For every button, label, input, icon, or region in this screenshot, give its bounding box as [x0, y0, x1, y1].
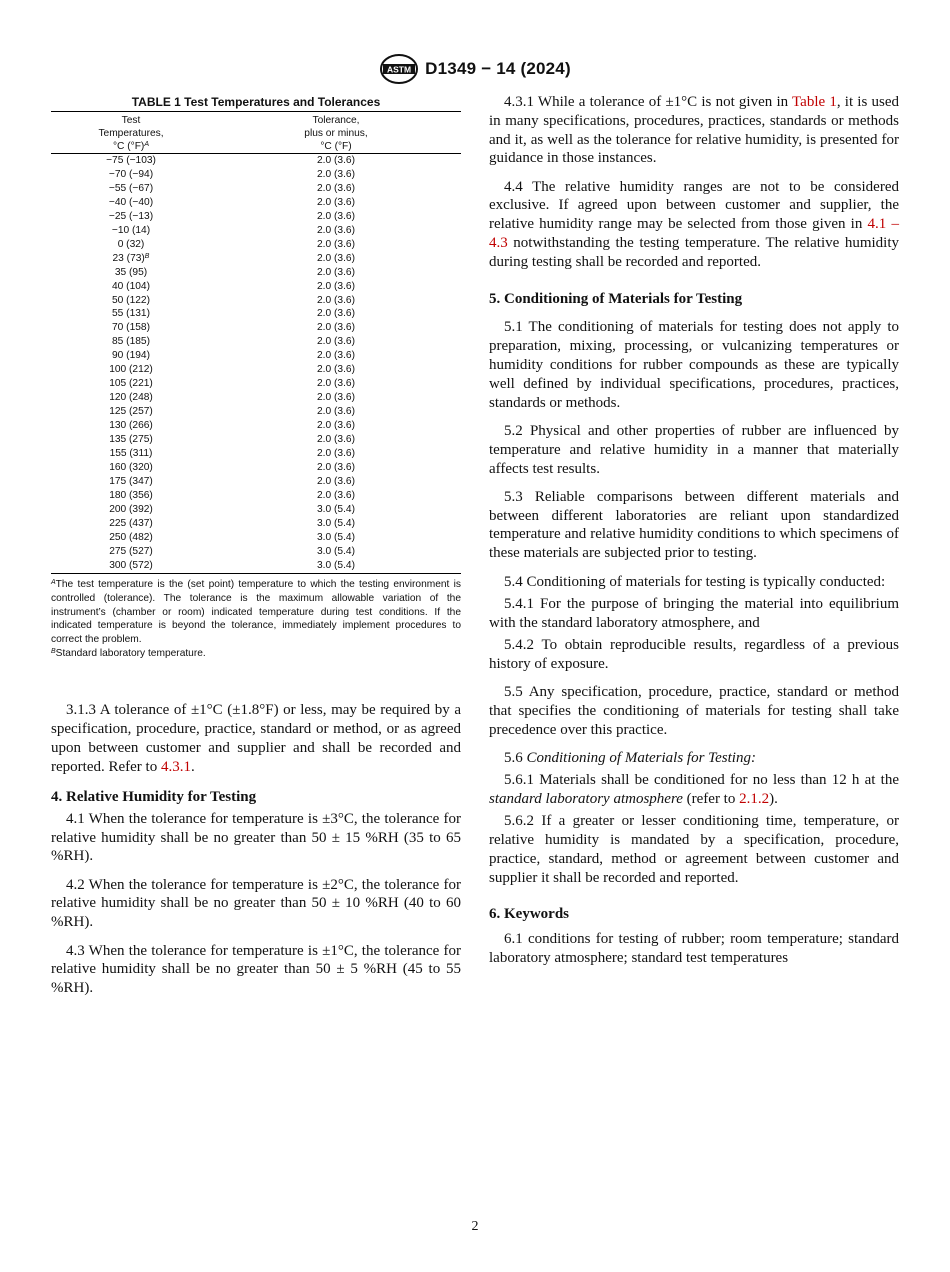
- temperature-cell: −55 (−67): [108, 182, 154, 194]
- temperature-cell: 0 (32): [117, 238, 145, 250]
- page-number: 2: [471, 1219, 479, 1234]
- temperature-cell: −75 (−103): [106, 155, 156, 166]
- temperature-cell: −10 (14): [111, 224, 151, 236]
- table-row: [51, 545, 461, 559]
- tolerance-cell: 2.0 (3.6): [317, 155, 355, 166]
- logo-text: ASTM: [387, 64, 412, 75]
- table-header-row: [51, 112, 461, 154]
- temperature-cell: −70 (−94): [108, 168, 154, 180]
- tolerance-cell: 2.0 (3.6): [317, 475, 355, 487]
- tolerance-cell: 2.0 (3.6): [317, 182, 355, 194]
- tolerance-cell: 2.0 (3.6): [317, 238, 355, 250]
- paragraph-5-4-2: 5.4.2 To obtain reproducible results, regardless of a previous history of exposure.: [489, 636, 899, 672]
- temperature-cell: 50 (122): [112, 294, 150, 306]
- table-row: [51, 196, 461, 210]
- table-row: [51, 377, 461, 391]
- table-row: [51, 433, 461, 447]
- paragraph-5-4-1: 5.4.1 For the purpose of bringing the material into equilibrium with the standard laboratory atmosphere, and: [489, 595, 899, 631]
- tolerance-cell: 2.0 (3.6): [317, 448, 355, 460]
- tolerance-cell: 3.0 (5.4): [317, 545, 355, 557]
- page-header: [0, 52, 950, 86]
- temperature-cell: 125 (257): [109, 406, 153, 418]
- paragraph-5-2: 5.2 Physical and other properties of rubber are influenced by temperature and relative humidity in a manner that materially affects test results.: [489, 422, 899, 477]
- temperature-cell: 55 (131): [112, 308, 150, 320]
- table-row: [51, 419, 461, 433]
- astm-logo-icon: [379, 53, 419, 85]
- link-2-1-2[interactable]: 2.1.2: [739, 791, 770, 807]
- tolerance-cell: 2.0 (3.6): [317, 210, 355, 222]
- table-row: [51, 252, 461, 266]
- tolerance-cell: 2.0 (3.6): [317, 434, 355, 446]
- table-row: [51, 461, 461, 475]
- footnote-a: $^A$The test temperature is the (set point) temperature to which the testing environment is controlled (tolerance). The tolerance is the maximum allowable variation of the instrument’s (chamber or room) indicated temperature during test conditions. If the indicated temperature is beyond the tolerance, immediately implement procedures to correct the problem.: [51, 578, 461, 646]
- table-row: [51, 503, 461, 517]
- tolerance-cell: 2.0 (3.6): [317, 350, 355, 362]
- temperature-cell: 105 (221): [109, 378, 153, 390]
- temperature-cell: 100 (212): [109, 364, 153, 376]
- paragraph-5-4: 5.4 Conditioning of materials for testing is typically conducted:: [504, 573, 886, 590]
- temperature-cell: 160 (320): [109, 461, 153, 473]
- column-header-temperature: Test Temperatures, °C $(^\circ F)^A$: [51, 112, 211, 154]
- table-row: [51, 321, 461, 335]
- paragraph-4-2: 4.2 When the tolerance for temperature is ±2°C, the tolerance for relative humidity shall be no greater than 50 ± 10 %RH (40 to 60 %RH).: [51, 876, 461, 931]
- temperature-cell: 135 (275): [109, 434, 153, 446]
- temperature-cell: −40 (−40): [108, 196, 154, 208]
- link-4-1-4-3[interactable]: 4.1 – 4.3: [489, 216, 899, 252]
- temperature-cell: 120 (248): [109, 392, 153, 404]
- table-row: [51, 307, 461, 321]
- temperature-table: [51, 111, 461, 574]
- table-row: [51, 349, 461, 363]
- table-row: [51, 335, 461, 349]
- table-row: [51, 447, 461, 461]
- temperature-cell: 85 (185): [112, 336, 150, 348]
- tolerance-cell: 2.0 (3.6): [317, 252, 355, 264]
- table-row: [51, 154, 461, 168]
- paragraph-4-3-1: 4.3.1 While a tolerance of ±1°C is not given in Table 1, it is used in many specifications, procedures, practices, standards or methods and it, as well as the tolerance for relative humidity, is presented for guidance in those instances.: [489, 94, 900, 167]
- temperature-cell: −25 (−13): [108, 210, 154, 222]
- tolerance-cell: 3.0 (5.4): [211, 559, 461, 573]
- table-row: [51, 405, 461, 419]
- tolerance-cell: 2.0 (3.6): [317, 196, 355, 208]
- temperature-cell: 70 (158): [112, 322, 150, 334]
- temperature-cell: 155 (311): [109, 448, 153, 460]
- paragraph-4-3: 4.3 When the tolerance for temperature is ±1°C, the tolerance for relative humidity shall be no greater than 50 ± 5 %RH (45 to 55 %RH).: [51, 942, 461, 997]
- tolerance-cell: 2.0 (3.6): [317, 364, 355, 376]
- table-row: [51, 531, 461, 545]
- temperature-cell: 130 (266): [109, 420, 153, 432]
- temperature-cell: 200 (392): [109, 503, 153, 515]
- right-column: [489, 93, 899, 968]
- temperature-cell: 23 $(73)^B$: [112, 252, 150, 264]
- footnote-b: $^B$Standard laboratory temperature.: [51, 648, 206, 660]
- paragraph-5-5: 5.5 Any specification, procedure, practice, standard or method that specifies the conditioning of materials for testing shall take precedence over this practice.: [489, 684, 899, 738]
- table-row: [51, 489, 461, 503]
- section-heading-5: 5. Conditioning of Materials for Testing: [489, 290, 743, 307]
- temperature-cell: 175 (347): [109, 475, 153, 487]
- table-row: [51, 363, 461, 377]
- paragraph-4-4: 4.4 The relative humidity ranges are not to be considered exclusive. If agreed upon between customer and supplier, the relative humidity range may be selected from those given in 4.1 – 4.3 notwithstanding the testing temperature. The relative humidity during testing shall be recorded and reported.: [489, 178, 899, 270]
- left-column: [51, 93, 461, 998]
- paragraph-5-1: 5.1 The conditioning of materials for testing does not apply to preparation, mixing, processing, or vulcanizing temperatures or humidity conditions for rubber compounds as these are typically well defined by individual specifications, procedures, practices, standards or methods.: [489, 319, 899, 411]
- tolerance-cell: 2.0 (3.6): [317, 322, 355, 334]
- temperature-cell: 300 (572): [51, 559, 211, 573]
- paragraph-5-6-2: 5.6.2 If a greater or lesser conditioning time, temperature, or relative humidity is mandated by a specification, procedure, practice, standard, method or agreement between customer and supplier it shall be recorded and reported.: [489, 813, 899, 886]
- tolerance-cell: 2.0 (3.6): [317, 406, 355, 418]
- paragraph-3-1-3: 3.1.3 A tolerance of ±1°C (±1.8°F) or less, may be required by a specification, procedure, practice, standard or method, or as agreed upon between customer and supplier and shall be recorded and reported. Refer to 4.3.1.: [51, 702, 461, 775]
- table-title: TABLE 1 Test Temperatures and Tolerances: [131, 95, 381, 109]
- paragraph-5-3: 5.3 Reliable comparisons between different materials and between different laboratories are reliant upon standardized temperature and relative humidity conditions to which specimens of these materials are subjected prior to testing.: [489, 488, 899, 562]
- table-row: [51, 224, 461, 238]
- table-row: [51, 280, 461, 294]
- section-heading-6: 6. Keywords: [489, 906, 569, 923]
- temperature-cell: 180 (356): [109, 489, 153, 501]
- tolerance-cell: 2.0 (3.6): [317, 168, 355, 180]
- table-row: [51, 210, 461, 224]
- temperature-cell: 35 (95): [114, 266, 148, 278]
- tolerance-cell: 3.0 (5.4): [317, 503, 355, 515]
- document-id: D1349 − 14 (2024): [425, 59, 571, 78]
- tolerance-cell: 3.0 (5.4): [317, 531, 355, 543]
- link-4-3-1[interactable]: 4.3.1: [160, 758, 191, 775]
- tolerance-cell: 2.0 (3.6): [317, 420, 355, 432]
- tolerance-cell: 2.0 (3.6): [317, 224, 355, 236]
- tolerance-cell: 2.0 (3.6): [317, 378, 355, 390]
- paragraph-6-1: 6.1 conditions for testing of rubber; room temperature; standard laboratory atmosphere; standard test temperatures: [489, 931, 899, 967]
- paragraph-5-6-1: 5.6.1 Materials shall be conditioned for no less than 12 h at the standard laboratory atmosphere (refer to 2.1.2).: [489, 772, 899, 807]
- temperature-cell: 225 (437): [109, 517, 153, 529]
- tolerance-cell: 2.0 (3.6): [317, 308, 355, 320]
- table-body: [51, 154, 461, 574]
- table-row: [51, 391, 461, 405]
- tolerance-cell: 2.0 (3.6): [317, 461, 355, 473]
- temperature-cell: 90 (194): [112, 350, 150, 362]
- table-row: [51, 266, 461, 280]
- paragraph-5-6: 5.6 Conditioning of Materials for Testing:: [504, 749, 756, 766]
- tolerance-cell: 2.0 (3.6): [317, 489, 355, 501]
- table-row: [51, 517, 461, 531]
- tolerance-cell: 2.0 (3.6): [317, 266, 355, 278]
- tolerance-cell: 2.0 (3.6): [317, 280, 355, 292]
- section-heading-4: 4. Relative Humidity for Testing: [51, 788, 257, 805]
- temperature-cell: 275 (527): [109, 545, 153, 557]
- tolerance-cell: 2.0 (3.6): [317, 392, 355, 404]
- table-row: [51, 238, 461, 252]
- link-table-1[interactable]: Table 1: [792, 94, 837, 110]
- tolerance-cell: 2.0 (3.6): [317, 294, 355, 306]
- table-row: [51, 168, 461, 182]
- tolerance-cell: 2.0 (3.6): [317, 336, 355, 348]
- column-header-tolerance: Tolerance, plus or minus, °C (°F): [211, 112, 461, 154]
- tolerance-cell: 3.0 (5.4): [317, 517, 355, 529]
- temperature-cell: 250 (482): [109, 531, 153, 543]
- table-row: [51, 182, 461, 196]
- temperature-cell: 40 (104): [112, 280, 150, 292]
- table-row: [51, 294, 461, 308]
- table-row: [51, 559, 461, 573]
- paragraph-4-1: 4.1 When the tolerance for temperature is ±3°C, the tolerance for relative humidity shall be no greater than 50 ± 15 %RH (35 to 65 %RH).: [51, 810, 461, 865]
- table-row: [51, 475, 461, 489]
- table-footnotes: [51, 578, 461, 662]
